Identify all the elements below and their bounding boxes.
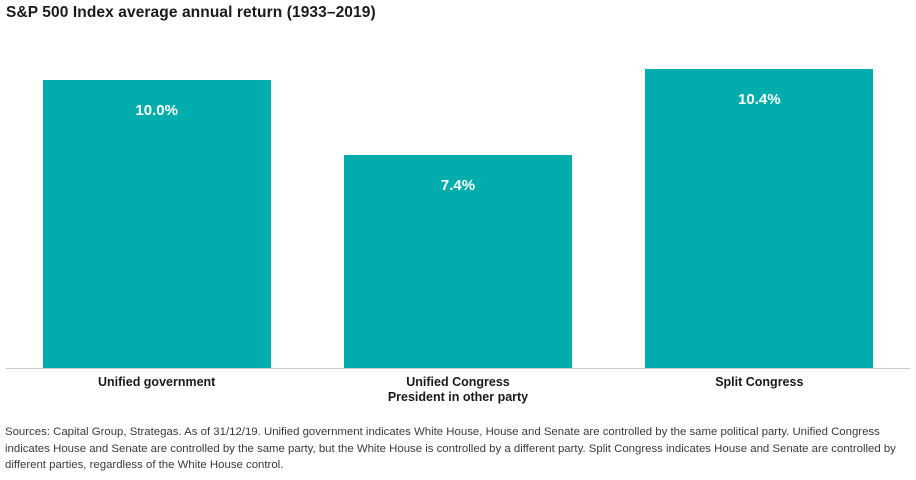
bar-group bbox=[6, 34, 910, 368]
x-tick-label-split-congress bbox=[609, 373, 910, 405]
bar-slot-split-congress bbox=[609, 34, 910, 368]
bar-value-label: 10.4% bbox=[738, 90, 781, 108]
x-tick-line-1: Unified government bbox=[97, 375, 216, 389]
bar-unified-government[interactable] bbox=[43, 80, 271, 368]
bar-slot-unified-congress bbox=[307, 34, 608, 368]
x-tick-line-1: Split Congress bbox=[715, 375, 804, 389]
source-footnote: Sources: Capital Group, Strategas. As of 31/12/19. Unified government indicates White House, House and Senate are controlled by the same political party. Unified Congress indicates House and Senate are controlled by the same party, but the White House is controlled by a different party. Split Congress indicates House and Senate are controlled by different parties, regardless of the White House control. bbox=[5, 426, 896, 471]
x-tick-line-2: President in other party bbox=[387, 390, 529, 404]
x-tick-line-1: Unified Congress bbox=[406, 375, 510, 389]
page-title: S&P 500 Index average annual return (1933–2019) bbox=[6, 4, 376, 21]
plot-area bbox=[6, 34, 910, 368]
x-axis-line bbox=[6, 368, 910, 369]
x-tick-label-unified-government bbox=[6, 373, 307, 405]
bar-split-congress[interactable] bbox=[645, 69, 873, 368]
bar-slot-unified-government bbox=[6, 34, 307, 368]
bar-unified-congress[interactable] bbox=[344, 155, 572, 368]
bar-value-label: 7.4% bbox=[440, 176, 476, 194]
x-axis-tick-labels bbox=[6, 373, 910, 405]
x-tick-label-unified-congress bbox=[307, 373, 608, 405]
bar-value-label: 10.0% bbox=[135, 102, 178, 120]
